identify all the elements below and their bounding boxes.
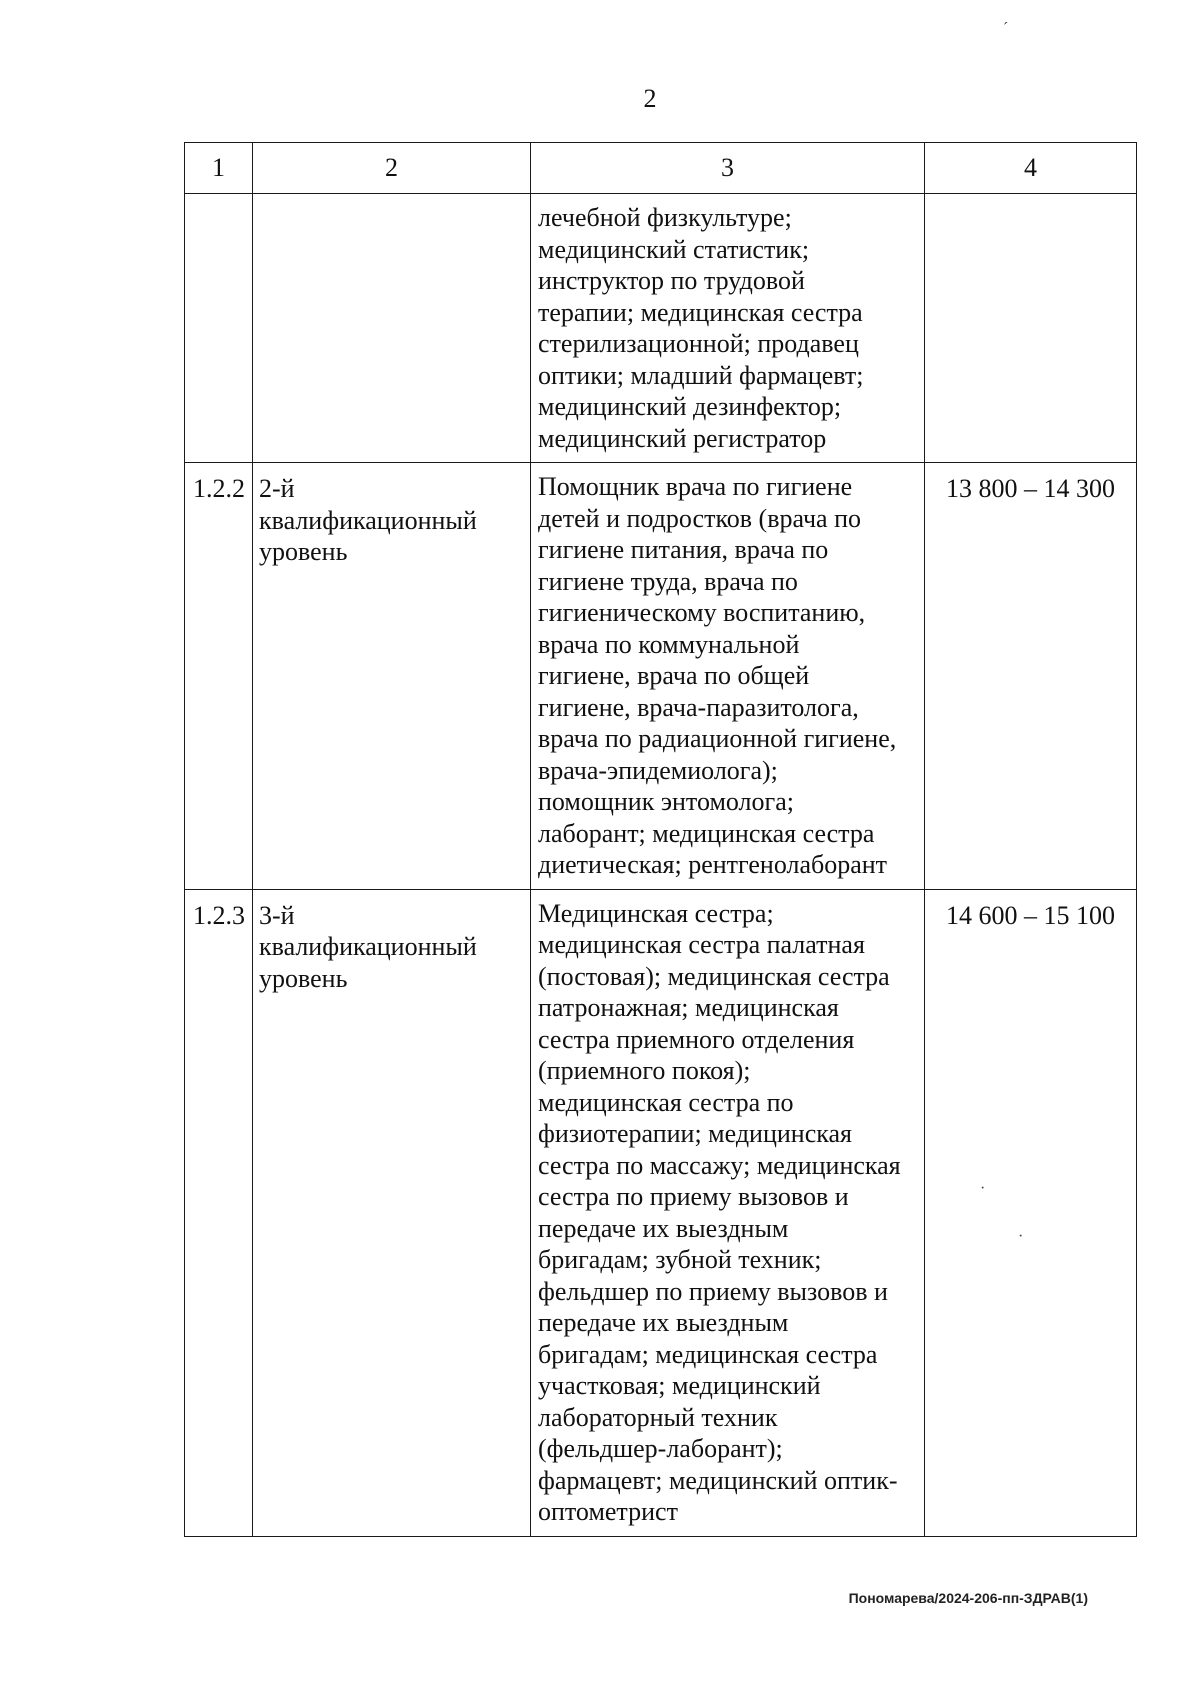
column-header: 2 [253, 143, 531, 194]
position-line: оптометрист [538, 1497, 678, 1526]
position-line: фельдшер по приему вызовов и [538, 1276, 888, 1306]
position-line: патронажная; медицинская [538, 993, 839, 1022]
position-line: фармацевт; медицинский оптик- [538, 1465, 898, 1495]
position-line: сестра по приему вызовов и [538, 1182, 849, 1211]
positions-cell [531, 889, 925, 1536]
position-line: сестра приемного отделения [538, 1024, 855, 1054]
position-line: помощник энтомолога; [538, 787, 794, 816]
level-line: квалификационный [259, 505, 477, 535]
position-line: гигиене труда, врача по [538, 566, 798, 596]
level-line: уровень [259, 963, 348, 993]
position-line: (приемного покоя); [538, 1056, 751, 1085]
qualification-level-cell [253, 463, 531, 890]
level-line: 3-й [259, 900, 295, 930]
position-line: инструктор по трудовой [538, 266, 805, 295]
position-line: терапии; медицинская сестра [538, 297, 863, 327]
row-number-cell: 1.2.3 [185, 889, 253, 1536]
position-line: Помощник врача по гигиене [538, 472, 853, 501]
position-line: детей и подростков (врача по [538, 503, 861, 533]
positions-cell [531, 463, 925, 890]
position-line: гигиене питания, врача по [538, 535, 829, 564]
salary-range-cell: 14 600 – 15 100 [925, 889, 1137, 1536]
position-line: оптики; младший фармацевт; [538, 360, 864, 390]
row-number-cell [185, 194, 253, 463]
salary-table [184, 142, 1137, 1537]
salary-table-wrapper [184, 142, 1137, 1537]
position-line: диетическая; рентгенолаборант [538, 850, 888, 879]
document-code: Пономарева/2024-206-пп-ЗДРАВ(1) [848, 1590, 1088, 1606]
salary-range-cell [925, 194, 1137, 463]
position-line: медицинский статистик; [538, 234, 810, 264]
scan-speck: · [1018, 1228, 1024, 1245]
position-line: (постовая); медицинская сестра [538, 961, 890, 991]
column-header: 1 [185, 143, 253, 194]
position-line: стерилизационной; продавец [538, 329, 859, 358]
qualification-level-cell [253, 889, 531, 1536]
qualification-level-cell [253, 194, 531, 463]
position-line: передаче их выездным [538, 1308, 789, 1337]
column-header: 3 [531, 143, 925, 194]
position-line: врача по коммунальной [538, 629, 800, 659]
position-line: гигиене, врача-паразитолога, [538, 692, 859, 722]
position-line: Медицинская сестра; [538, 898, 774, 928]
position-line: лабораторный техник [538, 1402, 778, 1432]
column-header: 4 [925, 143, 1137, 194]
scan-speck: ˊ [1003, 20, 1009, 37]
position-line: медицинский дезинфектор; [538, 392, 842, 421]
position-line: медицинский регистратор [538, 423, 827, 453]
position-line: врача-эпидемиолога); [538, 755, 778, 785]
position-line: медицинская сестра по [538, 1087, 794, 1117]
position-line: гигиеническому воспитанию, [538, 598, 866, 627]
level-line: уровень [259, 537, 348, 566]
position-line: бригадам; медицинская сестра [538, 1339, 878, 1369]
position-line: (фельдшер-лаборант); [538, 1434, 783, 1463]
position-line: медицинская сестра палатная [538, 930, 865, 959]
position-line: передаче их выездным [538, 1213, 789, 1243]
positions-cell [531, 194, 925, 463]
level-line: квалификационный [259, 932, 477, 961]
position-line: врача по радиационной гигиене, [538, 724, 897, 753]
table-row [185, 194, 1137, 463]
position-line: физиотерапии; медицинская [538, 1119, 852, 1148]
position-line: лаборант; медицинская сестра [538, 818, 875, 848]
level-line: 2-й [259, 474, 295, 503]
position-line: бригадам; зубной техник; [538, 1245, 822, 1274]
position-line: участковая; медицинский [538, 1371, 821, 1400]
salary-range-cell: 13 800 – 14 300 [925, 463, 1137, 890]
scan-speck: · [980, 1180, 986, 1197]
row-number-cell: 1.2.2 [185, 463, 253, 890]
position-line: гигиене, врача по общей [538, 661, 810, 690]
table-header-row [185, 143, 1137, 194]
table-row [185, 463, 1137, 890]
page-number: 2 [643, 84, 657, 113]
table-row [185, 889, 1137, 1536]
position-line: сестра по массажу; медицинская [538, 1150, 901, 1180]
position-line: лечебной физкультуре; [538, 203, 792, 232]
